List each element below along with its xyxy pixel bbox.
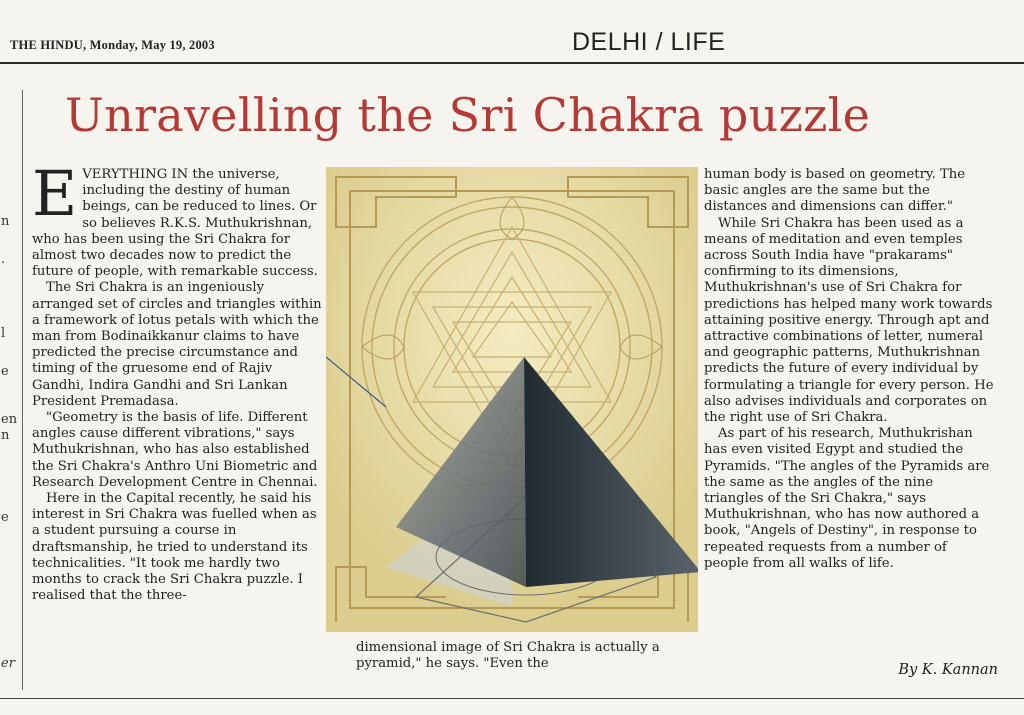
- left-column-rule: [22, 90, 23, 690]
- article-column-1: [32, 157, 324, 604]
- byline: By K. Kannan: [898, 662, 998, 678]
- paragraph: "Geometry is the basis of life. Different angles cause different vibrations," says Muthukrishnan, who has also established the Sri Chakra's Anthro Uni Biometric and Research Development Centre in Chennai.: [32, 410, 318, 490]
- edge-fragment: e: [1, 364, 9, 379]
- paragraph: As part of his research, Muthukrishan has even visited Egypt and studied the Pyramids. "The angles of the Pyramids are the same as the angles of the nine triangles of the Sri Chakra," says Muthukrishnan, who has now authored a book, "Angels of Destiny", in response to repeated requests from a number of people from all walks of life.: [704, 426, 990, 571]
- edge-fragment: e: [1, 510, 9, 525]
- bottom-rule: [0, 698, 1024, 699]
- edge-fragment: n: [1, 428, 10, 443]
- paragraph: While Sri Chakra has been used as a means of meditation and even temples across South India have "prakarams" confirming to its dimensions, Muthukrishnan's use of Sri Chakra for predictions has helped many work towards attaining positive energy. Through apt and attractive combinations of letter, numeral and geographic patterns, Muthukrishnan predicts the future of every individual by formulating a triangle for every person. He also advises individuals and corporates on the right use of Sri Chakra.: [704, 215, 994, 426]
- paragraph-text: VERYTHING IN the universe, including the destiny of human beings, can be reduced to lines. Or so believes R.K.S. Muthukrishnan, who has been using the Sri Chakra for almost two decades now to predict the future of people, with remarkable success.: [32, 167, 318, 280]
- headline: Unravelling the Sri Chakra puzzle: [65, 88, 871, 142]
- paragraph: [32, 157, 324, 280]
- paper-date-line: THE HINDU, Monday, May 19, 2003: [10, 38, 215, 52]
- sri-chakra-pyramid-photo: [326, 167, 698, 632]
- sri-chakra-illustration: [326, 167, 698, 632]
- paragraph: The Sri Chakra is an ingeniously arranged set of circles and triangles within a framework of lotus petals with which the man from Bodinaikkanur claims to have predicted the precise circumstance and timing of the gruesome end of Rajiv Gandhi, Indira Gandhi and Sri Lankan President Premadasa.: [32, 280, 322, 409]
- edge-fragment: n: [1, 214, 10, 229]
- drop-cap: E: [32, 157, 78, 230]
- edge-fragment: l: [1, 326, 6, 341]
- edge-fragment: er: [1, 656, 15, 671]
- photo-continuation-text: dimensional image of Sri Chakra is actually a pyramid," he says. "Even the: [356, 640, 660, 672]
- section-title: DELHI / LIFE: [572, 28, 726, 56]
- edge-fragment: .: [1, 252, 6, 267]
- edge-fragment: en: [1, 412, 18, 427]
- article-column-3: [704, 167, 994, 572]
- top-rule: [0, 62, 1024, 64]
- paragraph: Here in the Capital recently, he said his interest in Sri Chakra was fuelled when as a student pursuing a course in draftsmanship, he tried to understand its technicalities. "It took me hardly two months to crack the Sri Chakra puzzle. I realised that the three-: [32, 491, 317, 604]
- paragraph: human body is based on geometry. The basic angles are the same but the distances and dimensions can differ.": [704, 167, 966, 215]
